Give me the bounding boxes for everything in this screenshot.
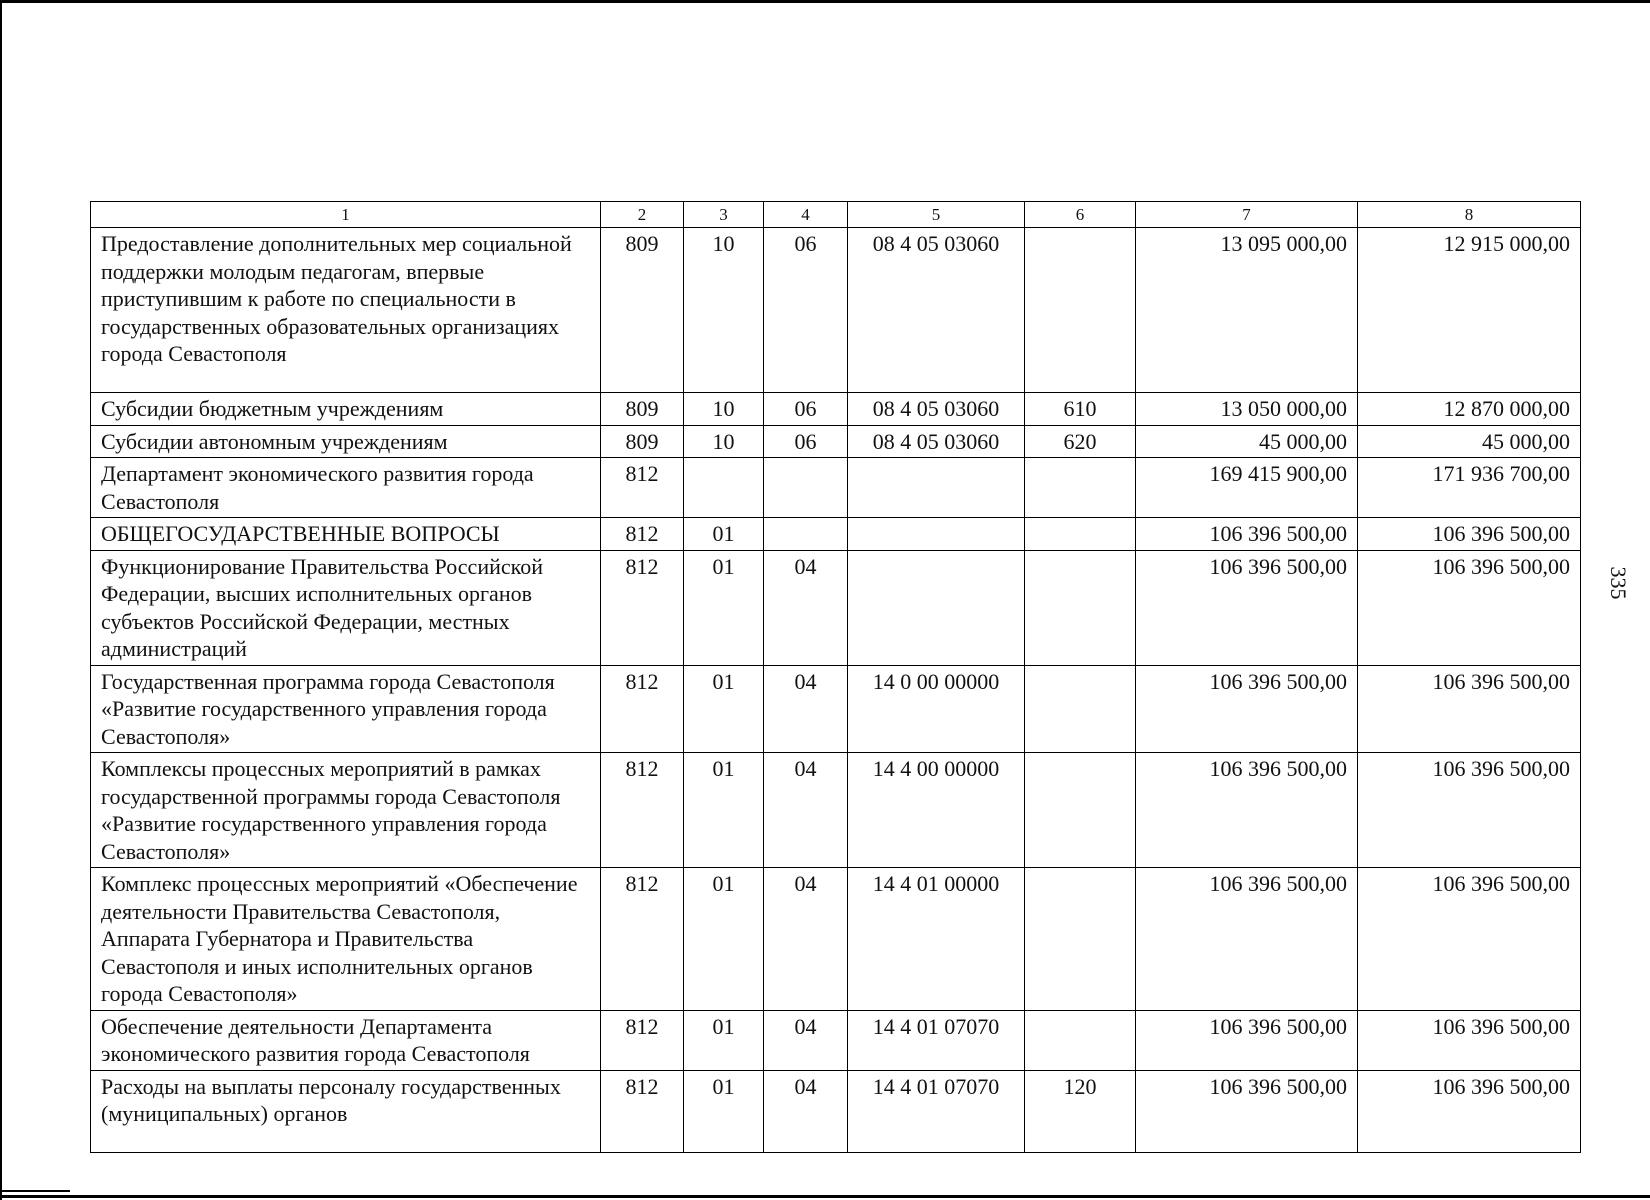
cell-code: 812 xyxy=(601,1010,684,1070)
column-header: 3 xyxy=(684,202,764,228)
cell-code: 01 xyxy=(684,868,764,1011)
cell-code xyxy=(1025,665,1136,753)
column-header: 6 xyxy=(1025,202,1136,228)
cell-code: 812 xyxy=(601,458,684,518)
cell-code xyxy=(1025,550,1136,665)
cell-code: 06 xyxy=(764,228,848,393)
cell-amount: 106 396 500,00 xyxy=(1136,753,1358,868)
cell-code: 04 xyxy=(764,550,848,665)
cell-amount: 106 396 500,00 xyxy=(1358,665,1581,753)
bottom-scan-border xyxy=(0,1195,1650,1198)
cell-code: 01 xyxy=(684,753,764,868)
cell-code: 04 xyxy=(764,1070,848,1152)
cell-code xyxy=(1025,1010,1136,1070)
cell-code: 01 xyxy=(684,518,764,551)
cell-amount: 12 870 000,00 xyxy=(1358,393,1581,426)
table-row xyxy=(91,550,1581,665)
row-name: Департамент экономического развития города Севастополя xyxy=(91,458,601,518)
cell-amount: 106 396 500,00 xyxy=(1358,868,1581,1011)
row-name: Субсидии бюджетным учреждениям xyxy=(91,393,601,426)
left-scan-border xyxy=(0,0,2,1200)
cell-amount: 106 396 500,00 xyxy=(1358,1010,1581,1070)
cell-code xyxy=(848,458,1025,518)
cell-amount: 13 050 000,00 xyxy=(1136,393,1358,426)
cell-code: 610 xyxy=(1025,393,1136,426)
row-name: Комплекс процессных мероприятий «Обеспечение деятельности Правительства Севастополя, Аппарата Губернатора и Правительства Севастополя и иных исполнительных органов города Севастополя» xyxy=(91,868,601,1011)
cell-code: 04 xyxy=(764,665,848,753)
table-row xyxy=(91,1070,1581,1152)
cell-code xyxy=(764,518,848,551)
bottom-left-mark xyxy=(0,1190,70,1192)
cell-amount: 106 396 500,00 xyxy=(1136,868,1358,1011)
cell-code: 08 4 05 03060 xyxy=(848,228,1025,393)
cell-code: 08 4 05 03060 xyxy=(848,425,1025,458)
cell-amount: 106 396 500,00 xyxy=(1136,1010,1358,1070)
cell-amount: 45 000,00 xyxy=(1136,425,1358,458)
cell-code: 809 xyxy=(601,393,684,426)
table-row xyxy=(91,753,1581,868)
table-row xyxy=(91,868,1581,1011)
cell-code: 01 xyxy=(684,1010,764,1070)
row-name: Предоставление дополнительных мер социальной поддержки молодым педагогам, впервые приступившим к работе по специальности в государственных образовательных организациях города Севастополя xyxy=(91,228,601,393)
cell-code: 812 xyxy=(601,753,684,868)
cell-amount: 106 396 500,00 xyxy=(1136,665,1358,753)
cell-code xyxy=(1025,518,1136,551)
cell-code xyxy=(848,550,1025,665)
cell-code: 10 xyxy=(684,393,764,426)
cell-code: 812 xyxy=(601,665,684,753)
cell-amount: 106 396 500,00 xyxy=(1136,550,1358,665)
cell-code xyxy=(1025,753,1136,868)
column-header: 2 xyxy=(601,202,684,228)
page-number: 335 xyxy=(1606,566,1631,600)
cell-code: 812 xyxy=(601,550,684,665)
cell-code: 809 xyxy=(601,228,684,393)
cell-code: 809 xyxy=(601,425,684,458)
cell-code: 14 4 00 00000 xyxy=(848,753,1025,868)
cell-code xyxy=(1025,868,1136,1011)
cell-code: 14 4 01 00000 xyxy=(848,868,1025,1011)
cell-code: 01 xyxy=(684,1070,764,1152)
cell-amount: 106 396 500,00 xyxy=(1136,518,1358,551)
cell-code: 14 0 00 00000 xyxy=(848,665,1025,753)
cell-code: 04 xyxy=(764,868,848,1011)
cell-code xyxy=(764,458,848,518)
cell-code xyxy=(1025,458,1136,518)
row-name: Функционирование Правительства Российской Федерации, высших исполнительных органов субъектов Российской Федерации, местных администраций xyxy=(91,550,601,665)
row-name: ОБЩЕГОСУДАРСТВЕННЫЕ ВОПРОСЫ xyxy=(91,518,601,551)
cell-code: 10 xyxy=(684,425,764,458)
column-header: 8 xyxy=(1358,202,1581,228)
table-row xyxy=(91,1010,1581,1070)
cell-amount: 169 415 900,00 xyxy=(1136,458,1358,518)
cell-code: 812 xyxy=(601,518,684,551)
cell-code: 10 xyxy=(684,228,764,393)
cell-code: 04 xyxy=(764,753,848,868)
top-scan-border xyxy=(0,0,1650,3)
column-header: 5 xyxy=(848,202,1025,228)
cell-code: 01 xyxy=(684,665,764,753)
cell-code: 120 xyxy=(1025,1070,1136,1152)
row-name: Комплексы процессных мероприятий в рамках государственной программы города Севастополя «Развитие государственного управления города Севастополя» xyxy=(91,753,601,868)
cell-code: 620 xyxy=(1025,425,1136,458)
cell-amount: 12 915 000,00 xyxy=(1358,228,1581,393)
cell-amount: 13 095 000,00 xyxy=(1136,228,1358,393)
cell-code: 14 4 01 07070 xyxy=(848,1010,1025,1070)
row-name: Субсидии автономным учреждениям xyxy=(91,425,601,458)
cell-amount: 106 396 500,00 xyxy=(1358,518,1581,551)
cell-amount: 106 396 500,00 xyxy=(1358,1070,1581,1152)
budget-table xyxy=(90,201,1581,1153)
cell-code: 06 xyxy=(764,425,848,458)
cell-amount: 45 000,00 xyxy=(1358,425,1581,458)
cell-amount: 106 396 500,00 xyxy=(1358,550,1581,665)
column-header: 4 xyxy=(764,202,848,228)
header-row xyxy=(91,202,1581,228)
table-row xyxy=(91,518,1581,551)
cell-amount: 106 396 500,00 xyxy=(1358,753,1581,868)
cell-code: 06 xyxy=(764,393,848,426)
row-name: Государственная программа города Севастополя «Развитие государственного управления города Севастополя» xyxy=(91,665,601,753)
column-header: 1 xyxy=(91,202,601,228)
column-header: 7 xyxy=(1136,202,1358,228)
cell-code xyxy=(684,458,764,518)
table-row xyxy=(91,665,1581,753)
cell-code: 01 xyxy=(684,550,764,665)
row-name: Обеспечение деятельности Департамента экономического развития города Севастополя xyxy=(91,1010,601,1070)
cell-amount: 106 396 500,00 xyxy=(1136,1070,1358,1152)
cell-code xyxy=(848,518,1025,551)
cell-code: 04 xyxy=(764,1010,848,1070)
cell-code: 08 4 05 03060 xyxy=(848,393,1025,426)
cell-code: 812 xyxy=(601,1070,684,1152)
cell-amount: 171 936 700,00 xyxy=(1358,458,1581,518)
table-row xyxy=(91,458,1581,518)
cell-code: 14 4 01 07070 xyxy=(848,1070,1025,1152)
cell-code: 812 xyxy=(601,868,684,1011)
table-row xyxy=(91,228,1581,393)
table-row xyxy=(91,393,1581,426)
table-row xyxy=(91,425,1581,458)
cell-code xyxy=(1025,228,1136,393)
row-name: Расходы на выплаты персоналу государственных (муниципальных) органов xyxy=(91,1070,601,1152)
